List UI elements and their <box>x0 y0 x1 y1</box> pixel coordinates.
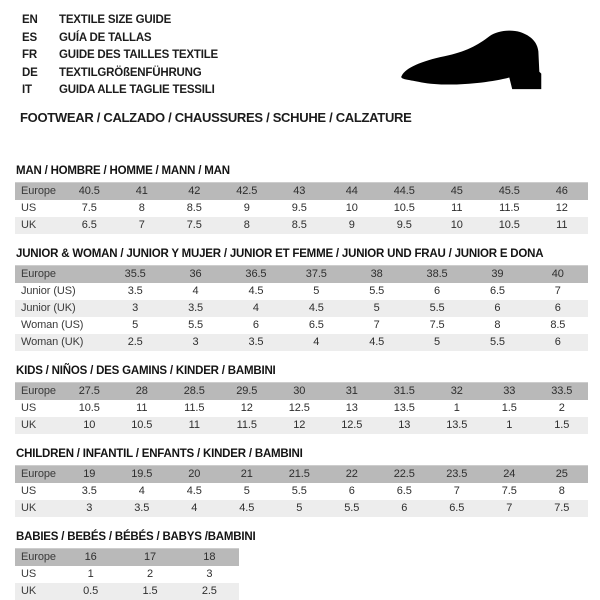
size-cell: 10.5 <box>393 202 415 214</box>
size-cell: 32 <box>431 383 484 401</box>
size-cell: 4.5 <box>308 302 324 314</box>
size-cell: 10.5 <box>131 419 153 431</box>
table-row <box>15 283 588 300</box>
size-cell: 24 <box>483 466 536 484</box>
size-cell: 4 <box>313 336 320 348</box>
size-cell: 44 <box>326 183 379 201</box>
category-line: FOOTWEAR / CALZADO / CHAUSSURES / SCHUHE / CALZATURE <box>20 110 412 125</box>
size-cell: 19.5 <box>116 466 169 484</box>
size-table-children <box>15 465 588 517</box>
size-cell: 9.5 <box>396 219 412 231</box>
size-cell: 33 <box>483 383 536 401</box>
size-cell: 29.5 <box>221 383 274 401</box>
row-label: US <box>21 485 37 497</box>
size-cell: 10.5 <box>78 402 100 414</box>
size-cell: 6.5 <box>308 319 324 331</box>
language-row-fr <box>22 46 218 64</box>
size-cell: 3.5 <box>188 302 204 314</box>
size-tables-container <box>15 165 588 600</box>
row-label: Woman (UK) <box>21 336 84 348</box>
row-label: Europe <box>15 266 105 284</box>
size-cell: 1.5 <box>501 402 517 414</box>
table-row <box>15 200 588 217</box>
size-cell: 31 <box>326 383 379 401</box>
table-row <box>15 317 588 334</box>
size-cell: 5.5 <box>489 336 505 348</box>
size-cell: 4 <box>138 485 145 497</box>
size-cell: 11 <box>556 219 568 231</box>
size-cell: 1.5 <box>142 585 158 597</box>
size-cell: 22 <box>326 466 379 484</box>
size-cell: 10 <box>345 202 358 214</box>
size-cell: 8.5 <box>291 219 307 231</box>
size-cell: 6 <box>554 336 561 348</box>
language-label: GUÍA DE TALLAS <box>59 31 152 44</box>
section-children <box>15 448 588 517</box>
table-row <box>15 266 588 284</box>
size-cell: 2.5 <box>127 336 143 348</box>
size-cell: 5 <box>243 485 250 497</box>
row-label: Junior (UK) <box>21 302 76 314</box>
table-row <box>15 300 588 317</box>
size-table-babies <box>15 548 239 600</box>
language-row-de <box>22 64 218 82</box>
size-cell: 25 <box>536 466 589 484</box>
size-cell: 2.5 <box>201 585 217 597</box>
row-label: US <box>21 568 37 580</box>
size-cell: 3 <box>192 336 199 348</box>
size-cell: 12 <box>293 419 306 431</box>
size-table-man <box>15 182 588 234</box>
size-cell: 5.5 <box>344 502 360 514</box>
size-cell: 1.5 <box>554 419 570 431</box>
row-label: US <box>21 202 37 214</box>
size-cell: 41 <box>116 183 169 201</box>
language-code: EN <box>22 14 38 26</box>
size-cell: 9 <box>348 219 355 231</box>
size-cell: 5.5 <box>188 319 204 331</box>
row-label: Europe <box>15 549 61 567</box>
size-cell: 45.5 <box>483 183 536 201</box>
table-row <box>15 183 588 201</box>
size-cell: 7.5 <box>429 319 445 331</box>
size-cell: 8.5 <box>186 202 202 214</box>
size-cell: 12 <box>555 202 568 214</box>
size-cell: 21.5 <box>273 466 326 484</box>
size-cell: 12.5 <box>341 419 363 431</box>
size-cell: 8 <box>494 319 501 331</box>
size-cell: 20 <box>168 466 221 484</box>
row-label: Junior (US) <box>21 285 76 297</box>
size-cell: 10 <box>450 219 463 231</box>
size-cell: 11.5 <box>236 419 257 431</box>
size-cell: 35.5 <box>105 266 165 284</box>
language-code: IT <box>22 84 32 96</box>
size-cell: 7 <box>138 219 145 231</box>
size-cell: 7.5 <box>554 502 570 514</box>
size-cell: 13 <box>345 402 358 414</box>
row-label: UK <box>21 585 37 597</box>
size-cell: 42.5 <box>221 183 274 201</box>
size-cell: 1 <box>453 402 460 414</box>
size-cell: 19 <box>63 466 116 484</box>
size-cell: 7 <box>554 285 561 297</box>
size-cell: 33.5 <box>536 383 589 401</box>
size-cell: 8 <box>243 219 250 231</box>
size-cell: 16 <box>61 549 120 567</box>
size-cell: 18 <box>180 549 239 567</box>
size-cell: 6.5 <box>449 502 465 514</box>
size-cell: 23.5 <box>431 466 484 484</box>
language-row-it <box>22 81 218 99</box>
size-cell: 6.5 <box>396 485 412 497</box>
size-cell: 3.5 <box>134 502 150 514</box>
language-code: FR <box>22 49 37 61</box>
size-cell: 3.5 <box>81 485 97 497</box>
size-cell: 22.5 <box>378 466 431 484</box>
section-title: MAN / HOMBRE / HOMME / MANN / MAN <box>16 165 230 177</box>
size-cell: 6 <box>252 319 259 331</box>
table-row <box>15 400 588 417</box>
table-row <box>15 417 588 434</box>
size-cell: 7 <box>453 485 460 497</box>
row-label: Europe <box>15 183 63 201</box>
size-cell: 28 <box>116 383 169 401</box>
section-title: CHILDREN / INFANTIL / ENFANTS / KINDER / BAMBINI <box>16 448 303 460</box>
size-cell: 36 <box>165 266 225 284</box>
table-row <box>15 466 588 484</box>
size-cell: 10 <box>83 419 96 431</box>
row-label: Europe <box>15 466 63 484</box>
size-cell: 4.5 <box>186 485 202 497</box>
size-table-kids <box>15 382 588 434</box>
size-cell: 13.5 <box>446 419 468 431</box>
section-title: BABIES / BEBÉS / BÉBÉS / BABYS /BAMBINI <box>16 531 256 543</box>
size-cell: 3.5 <box>248 336 264 348</box>
size-cell: 4 <box>252 302 259 314</box>
section-title: KIDS / NIÑOS / DES GAMINS / KINDER / BAMBINI <box>16 365 276 377</box>
size-cell: 45 <box>431 183 484 201</box>
size-cell: 9.5 <box>291 202 307 214</box>
size-cell: 2 <box>146 568 153 580</box>
size-cell: 3 <box>86 502 93 514</box>
size-cell: 2 <box>558 402 565 414</box>
table-row <box>15 549 239 567</box>
size-cell: 4.5 <box>248 285 264 297</box>
size-cell: 27.5 <box>63 383 116 401</box>
size-cell: 6.5 <box>489 285 505 297</box>
section-kids <box>15 365 588 434</box>
language-label: GUIDE DES TAILLES TEXTILE <box>59 49 218 61</box>
table-row <box>15 383 588 401</box>
table-row <box>15 566 239 583</box>
size-cell: 13.5 <box>393 402 415 414</box>
row-label: UK <box>21 219 37 231</box>
row-label: UK <box>21 502 37 514</box>
size-cell: 11 <box>188 419 200 431</box>
size-cell: 8.5 <box>550 319 566 331</box>
size-cell: 4.5 <box>369 336 385 348</box>
language-label: TEXTILGRÖßENFÜHRUNG <box>59 66 202 79</box>
size-cell: 6 <box>494 302 501 314</box>
size-cell: 6 <box>401 502 408 514</box>
size-cell: 11.5 <box>184 402 205 414</box>
size-cell: 8 <box>138 202 145 214</box>
table-row <box>15 500 588 517</box>
size-cell: 7.5 <box>186 219 202 231</box>
section-babies <box>15 531 588 600</box>
size-cell: 4 <box>192 285 199 297</box>
size-cell: 5.5 <box>291 485 307 497</box>
size-cell: 3 <box>132 302 139 314</box>
size-cell: 40 <box>528 266 588 284</box>
size-cell: 13 <box>398 419 411 431</box>
language-label: TEXTILE SIZE GUIDE <box>59 14 172 26</box>
size-cell: 12 <box>240 402 253 414</box>
section-junior-woman <box>15 248 588 351</box>
size-cell: 40.5 <box>63 183 116 201</box>
size-table-junior-woman <box>15 265 588 351</box>
language-code: ES <box>22 31 37 44</box>
size-cell: 5 <box>313 285 320 297</box>
size-cell: 11 <box>451 202 463 214</box>
language-row-es <box>22 29 218 47</box>
size-cell: 38.5 <box>407 266 467 284</box>
size-cell: 11 <box>136 402 148 414</box>
row-label: US <box>21 402 37 414</box>
size-cell: 6 <box>434 285 441 297</box>
table-row <box>15 217 588 234</box>
size-cell: 5 <box>132 319 139 331</box>
row-label: Woman (US) <box>21 319 84 331</box>
size-cell: 3 <box>206 568 213 580</box>
size-cell: 37.5 <box>286 266 346 284</box>
size-cell: 6.5 <box>81 219 97 231</box>
size-cell: 7.5 <box>81 202 97 214</box>
size-cell: 46 <box>536 183 589 201</box>
size-cell: 3.5 <box>127 285 143 297</box>
size-cell: 4 <box>191 502 198 514</box>
table-row <box>15 583 239 600</box>
table-row <box>15 483 588 500</box>
size-cell: 44.5 <box>378 183 431 201</box>
size-cell: 7.5 <box>501 485 517 497</box>
size-cell: 1 <box>506 419 513 431</box>
size-cell: 36.5 <box>226 266 286 284</box>
table-row <box>15 334 588 351</box>
size-cell: 43 <box>273 183 326 201</box>
size-cell: 5.5 <box>429 302 445 314</box>
size-cell: 5 <box>296 502 303 514</box>
size-cell: 21 <box>221 466 274 484</box>
document-header <box>22 11 218 99</box>
size-cell: 10.5 <box>498 219 520 231</box>
size-cell: 5.5 <box>369 285 385 297</box>
size-cell: 5 <box>373 302 380 314</box>
section-man <box>15 165 588 234</box>
size-cell: 28.5 <box>168 383 221 401</box>
shoe-icon <box>396 28 580 98</box>
size-cell: 42 <box>168 183 221 201</box>
size-cell: 31.5 <box>378 383 431 401</box>
language-label: GUIDA ALLE TAGLIE TESSILI <box>59 84 215 96</box>
size-cell: 6 <box>554 302 561 314</box>
size-cell: 1 <box>87 568 94 580</box>
size-cell: 9 <box>243 202 250 214</box>
size-cell: 11.5 <box>499 202 520 214</box>
size-cell: 30 <box>273 383 326 401</box>
size-cell: 4.5 <box>239 502 255 514</box>
language-row-en <box>22 11 218 29</box>
size-cell: 17 <box>120 549 179 567</box>
size-cell: 8 <box>558 485 565 497</box>
size-cell: 6 <box>348 485 355 497</box>
section-title: JUNIOR & WOMAN / JUNIOR Y MUJER / JUNIOR ET FEMME / JUNIOR UND FRAU / JUNIOR E DONA <box>16 248 544 260</box>
size-cell: 7 <box>506 502 513 514</box>
size-cell: 5 <box>434 336 441 348</box>
row-label: Europe <box>15 383 63 401</box>
size-cell: 0.5 <box>83 585 99 597</box>
language-code: DE <box>22 66 38 79</box>
size-cell: 38 <box>347 266 407 284</box>
size-cell: 12.5 <box>288 402 310 414</box>
size-cell: 39 <box>467 266 527 284</box>
size-cell: 7 <box>373 319 380 331</box>
row-label: UK <box>21 419 37 431</box>
